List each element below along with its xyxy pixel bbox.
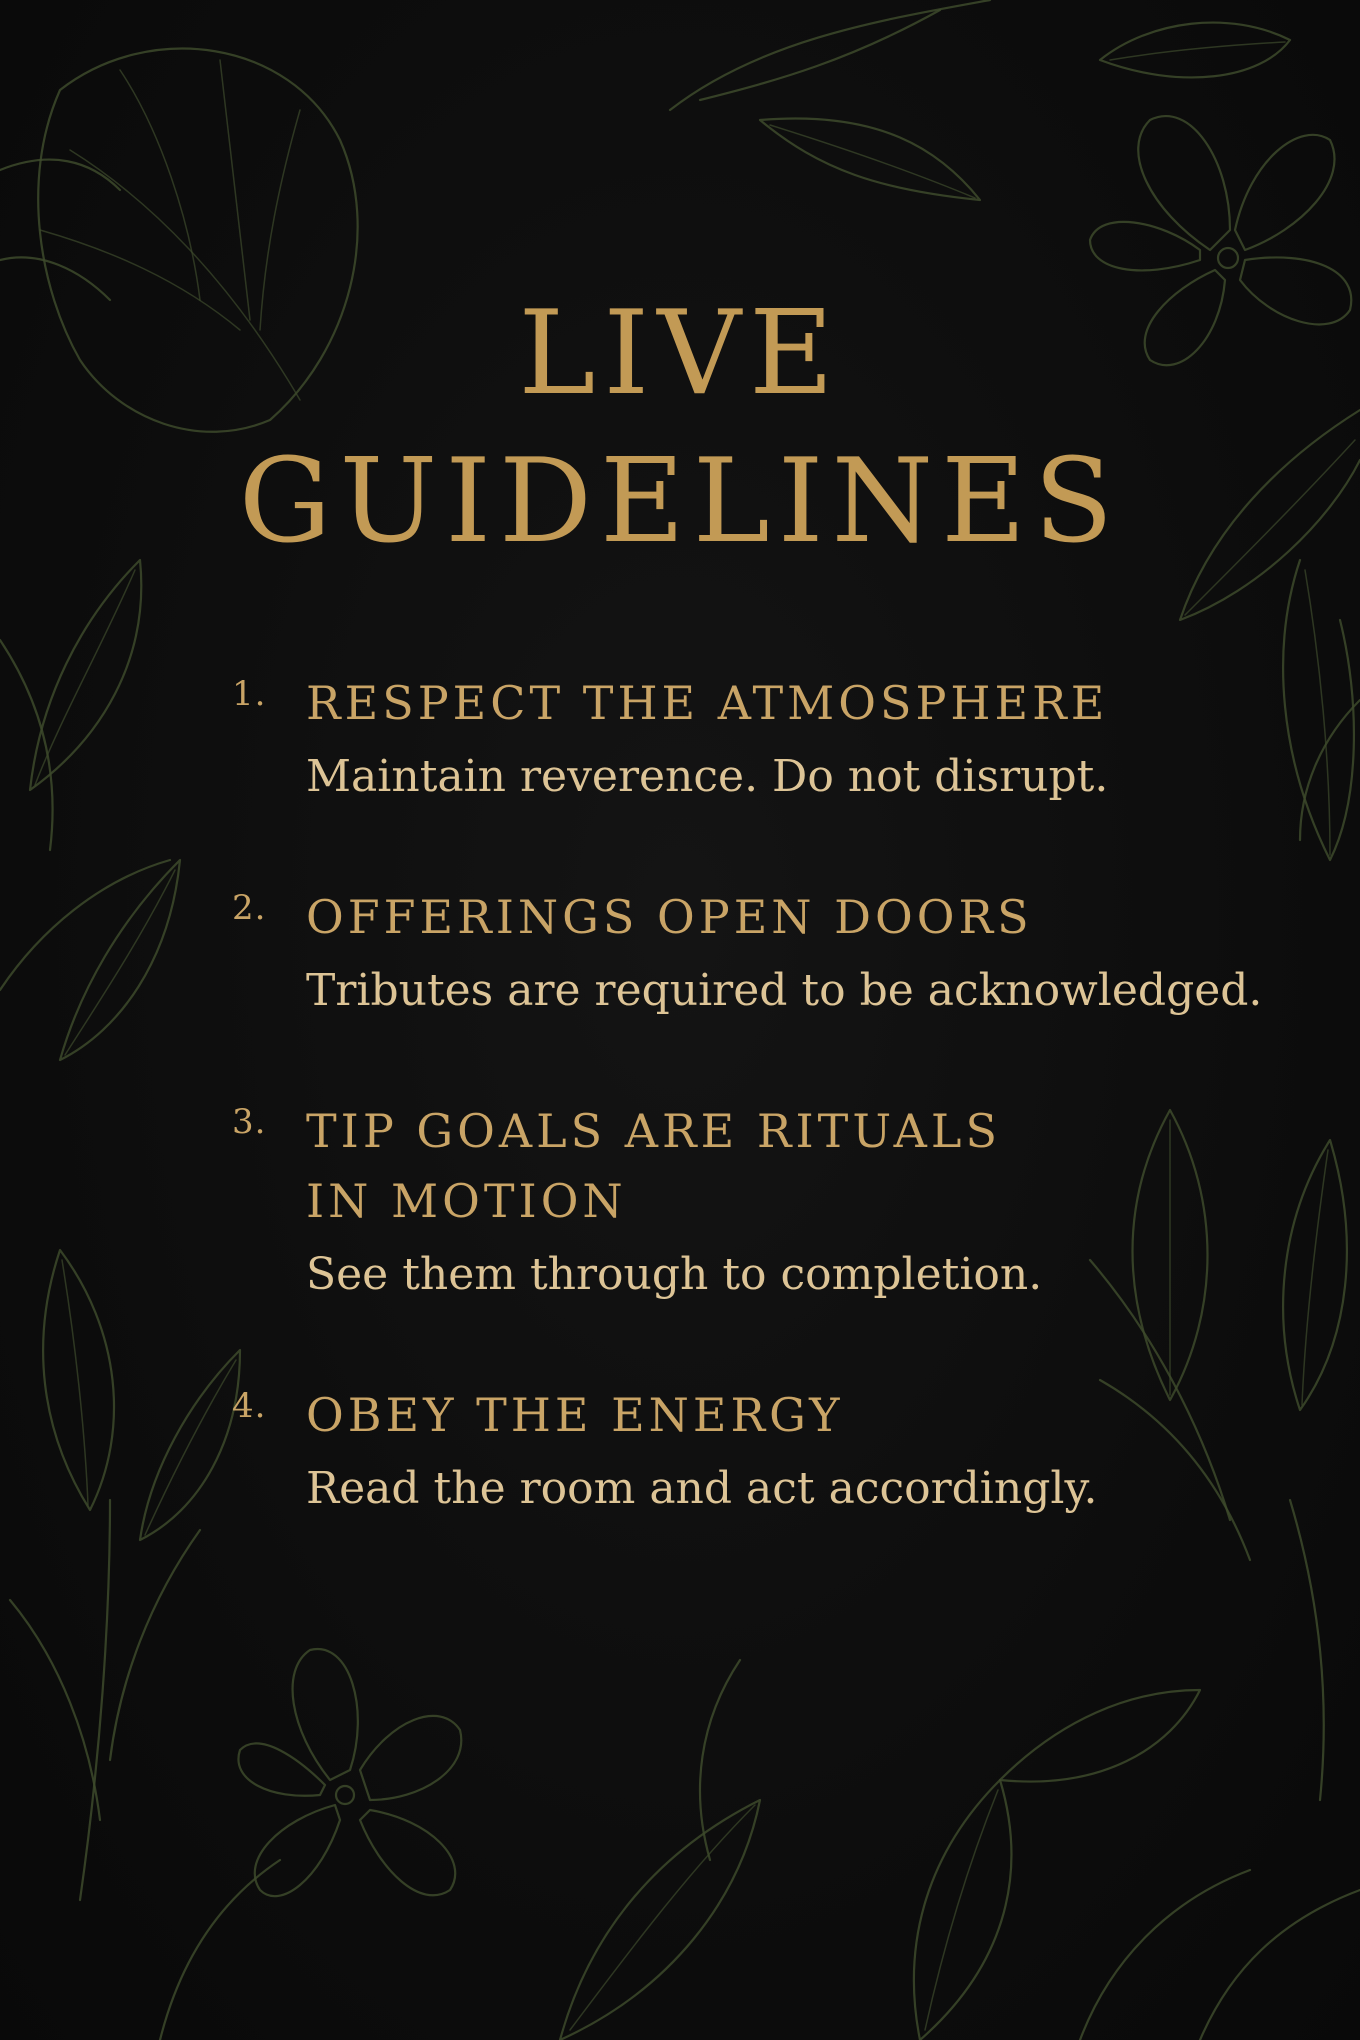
title-line-1: LIVE	[518, 286, 842, 421]
guideline-item-4	[232, 1380, 1097, 1528]
tropical-leaf-icon	[10, 1250, 240, 1900]
guideline-heading	[306, 882, 1262, 952]
guideline-description: Read the room and act accordingly.	[306, 1463, 1098, 1514]
tropical-leaf-icon	[0, 560, 180, 1060]
plumeria-flower-icon	[238, 1649, 461, 1896]
guideline-heading	[306, 1096, 1042, 1236]
guideline-heading	[306, 668, 1272, 738]
guideline-heading-line: OBEY THE ENERGY	[306, 1388, 844, 1442]
guideline-item-1	[232, 668, 1272, 816]
guideline-description: See them through to completion.	[306, 1249, 1043, 1300]
guideline-heading	[306, 1380, 1097, 1450]
guidelines-list	[232, 668, 1272, 1514]
guideline-number: 1.	[232, 674, 267, 714]
guideline-description: Tributes are required to be acknowledged.	[306, 965, 1263, 1016]
tropical-leaf-icon	[160, 1660, 1360, 2040]
tropical-leaf-icon	[670, 0, 990, 200]
guideline-number: 4.	[232, 1386, 267, 1426]
guideline-number: 3.	[232, 1102, 267, 1142]
guideline-item-2	[232, 882, 1262, 1030]
guideline-heading-line: TIP GOALS ARE RITUALS	[306, 1104, 1001, 1158]
guideline-heading-line: IN MOTION	[306, 1174, 627, 1228]
guideline-item-3	[232, 1096, 1042, 1314]
title-line-2: GUIDELINES	[238, 434, 1122, 569]
guideline-heading-line: RESPECT THE ATMOSPHERE	[306, 676, 1109, 730]
page-title	[0, 280, 1360, 576]
guideline-number: 2.	[232, 888, 267, 928]
guideline-description: Maintain reverence. Do not disrupt.	[306, 751, 1109, 802]
tropical-leaf-icon	[1090, 1110, 1347, 1800]
guideline-heading-line: OFFERINGS OPEN DOORS	[306, 890, 1033, 944]
